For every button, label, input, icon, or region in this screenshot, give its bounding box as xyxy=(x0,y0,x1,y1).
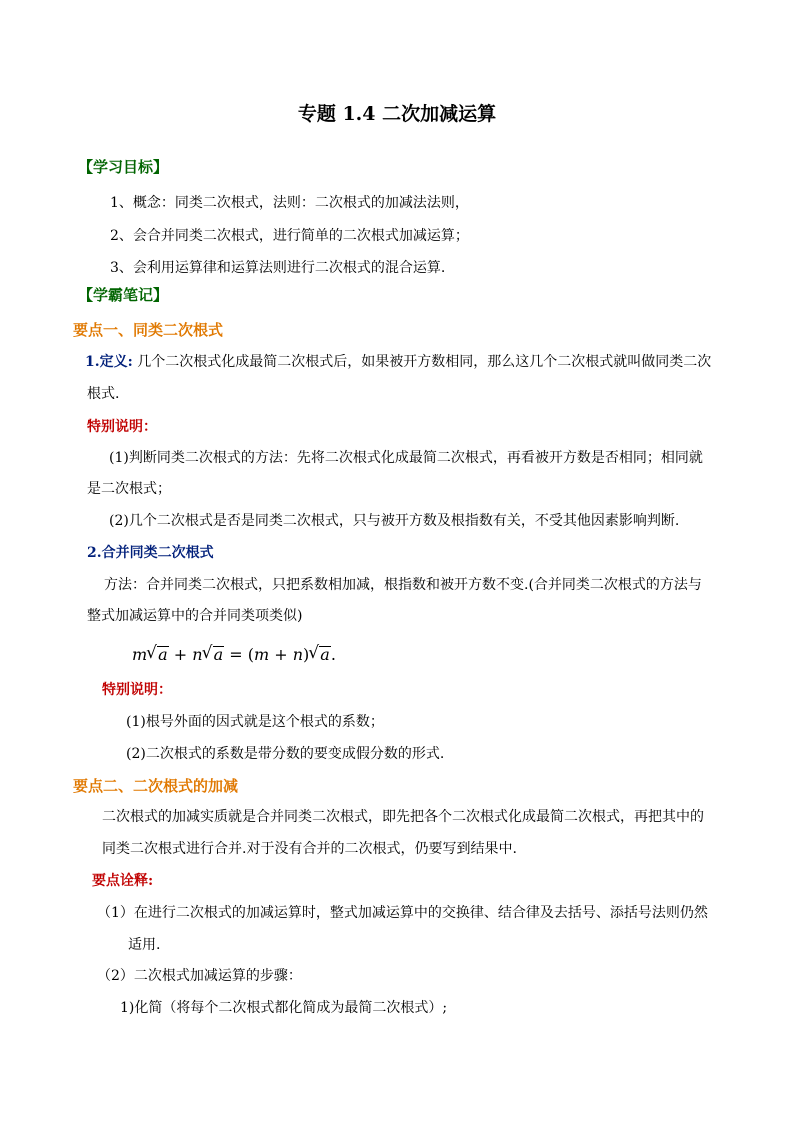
point2-line-1: 二次根式的加减实质就是合并同类二次根式，即先把各个二次根式化成最简二次根式，再把其中的 xyxy=(102,809,704,825)
special-note-2-line-2: (2)二次根式的系数是带分数的要变成假分数的形式. xyxy=(126,746,445,762)
formula-close: ) xyxy=(303,645,310,664)
definition-line-1 xyxy=(85,352,711,372)
special-note-1-line-2: 是二次根式； xyxy=(87,481,171,497)
merge-line-1: 方法：合并同类二次根式，只把系数相加减，根指数和被开方数不变.(合并同类二次根式的方法与 xyxy=(104,577,702,593)
explanation-2-step-1: 1)化简（将每个二次根式都化简成为最简二次根式）; xyxy=(120,1000,448,1016)
notes-heading: 【学霸笔记】 xyxy=(78,286,169,304)
sqrt-symbol xyxy=(148,645,169,665)
explanation-1-line-2: 适用. xyxy=(128,937,161,953)
goal-item-1: 1、概念：同类二次根式，法则：二次根式的加减法法则， xyxy=(110,195,469,211)
definition-label: 1.定义: xyxy=(85,354,133,370)
sqrt-symbol xyxy=(310,645,331,665)
formula-a: a xyxy=(158,645,168,664)
learning-goals-heading: 【学习目标】 xyxy=(78,158,169,176)
merge-formula xyxy=(132,645,336,665)
merge-heading: 2.合并同类二次根式 xyxy=(87,545,214,561)
formula-n: n xyxy=(192,645,203,664)
goal-item-2: 2、会合并同类二次根式，进行简单的二次根式加减运算； xyxy=(110,228,469,244)
formula-mn: m + n xyxy=(253,645,304,664)
special-note-label-2: 特别说明： xyxy=(102,682,172,698)
explanation-label: 要点诠释: xyxy=(92,873,154,889)
special-note-1-line-3: (2)几个二次根式是否是同类二次根式，只与被开方数及根指数有关，不受其他因素影响判断. xyxy=(109,513,680,529)
definition-line-2: 根式. xyxy=(87,386,120,402)
explanation-2-line-1: （2）二次根式加减运算的步骤： xyxy=(97,968,302,984)
merge-line-2: 整式加减运算中的合并同类项类似) xyxy=(87,608,303,624)
formula-eq: = ( xyxy=(224,645,254,664)
point2-heading: 要点二、二次根式的加减 xyxy=(73,777,239,795)
sqrt-symbol xyxy=(204,645,225,665)
definition-text: 几个二次根式化成最简二次根式后，如果被开方数相同，那么这几个二次根式就叫做同类二次 xyxy=(132,354,712,370)
special-note-1-line-1: (1)判断同类二次根式的方法：先将二次根式化成最简二次根式，再看被开方数是否相同；相同就 xyxy=(109,450,703,466)
goal-item-3: 3、会利用运算律和运算法则进行二次根式的混合运算. xyxy=(110,260,446,276)
formula-a: a xyxy=(213,645,224,664)
page-title: 专题 1.4 二次加减运算 xyxy=(297,103,497,125)
formula-a: a xyxy=(320,645,330,664)
formula-end: . xyxy=(330,645,336,664)
special-note-2-line-1: (1)根号外面的因式就是这个根式的系数； xyxy=(126,714,384,730)
formula-m: m xyxy=(132,645,148,664)
formula-plus: + xyxy=(168,645,193,664)
point1-heading: 要点一、同类二次根式 xyxy=(73,321,224,339)
special-note-label-1: 特别说明： xyxy=(87,419,157,435)
explanation-1-line-1: （1）在进行二次根式的加减运算时，整式加减运算中的交换律、结合律及去括号、添括号法则仍然 xyxy=(97,905,708,921)
point2-line-2: 同类二次根式进行合并.对于没有合并的二次根式，仍要写到结果中. xyxy=(102,841,517,857)
